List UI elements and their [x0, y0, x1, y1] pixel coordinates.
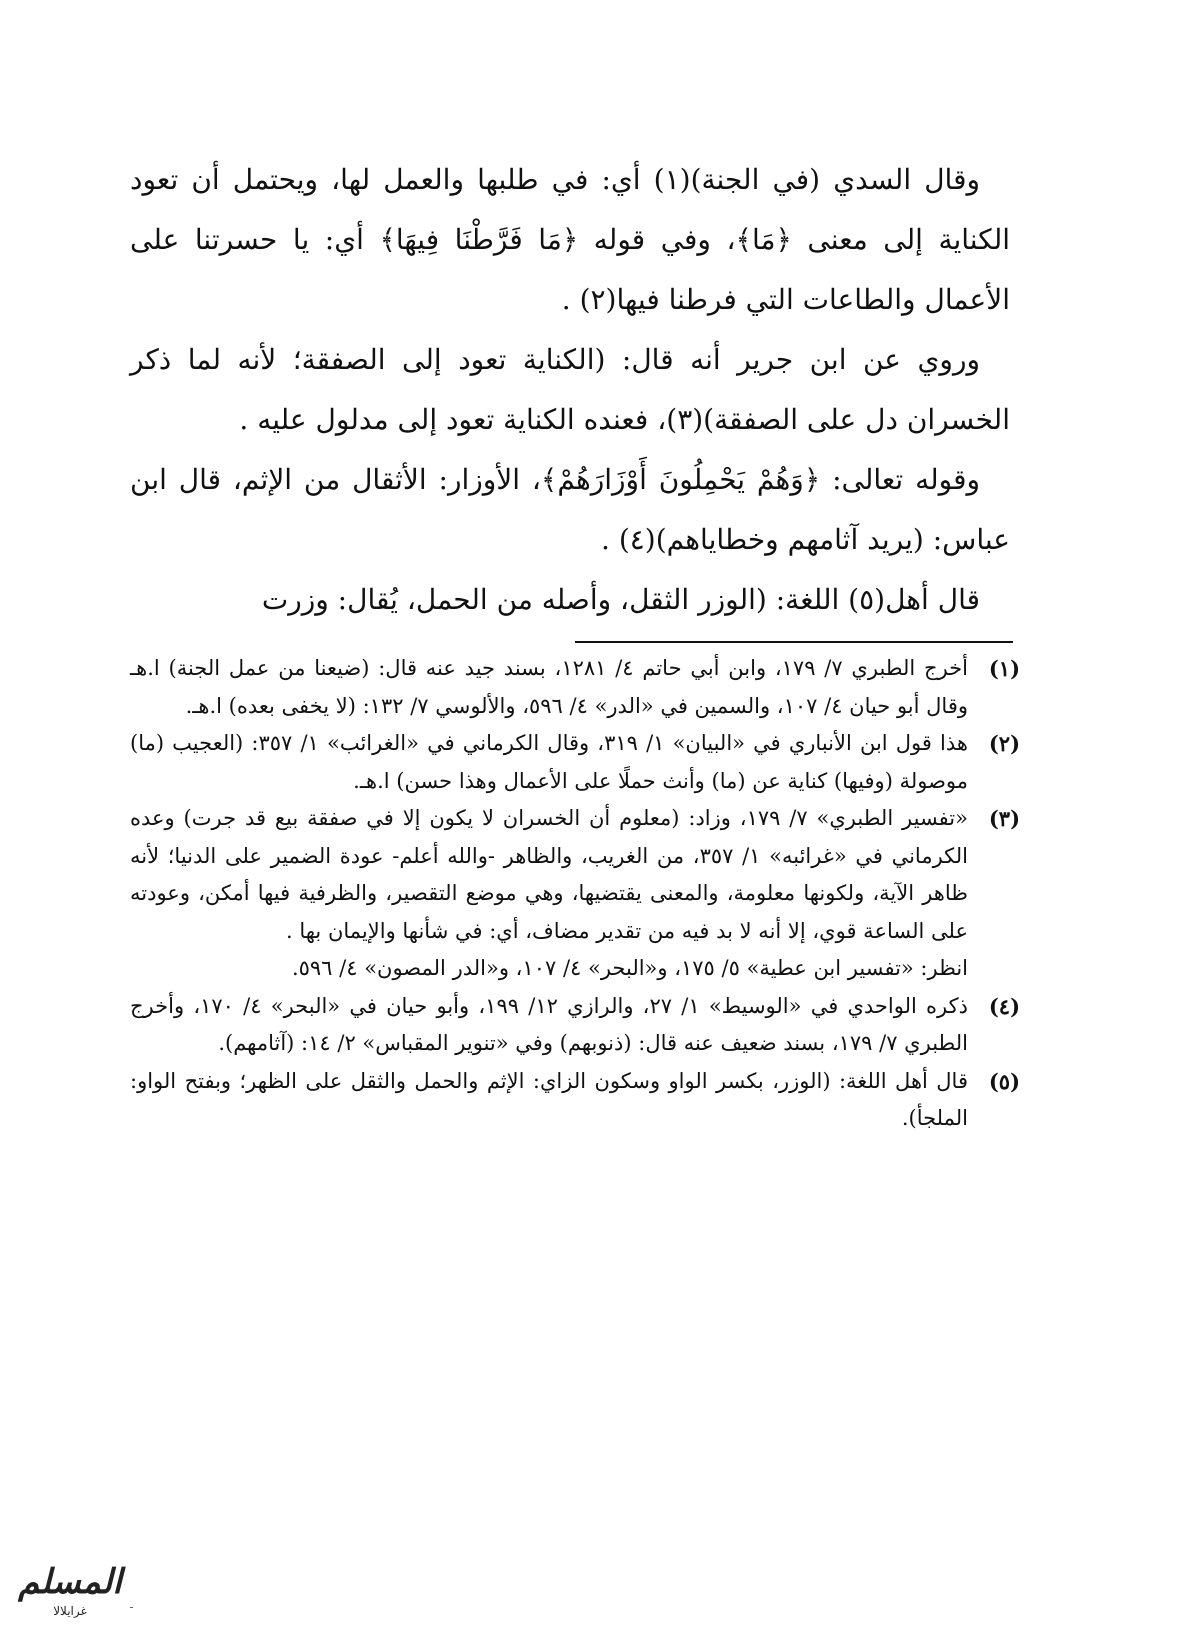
footnote-item	[130, 1063, 1020, 1138]
footnote-item	[130, 725, 1020, 800]
paragraph: قال أهل(٥) اللغة: (الوزر الثقل، وأصله من الحمل، يُقال: وزرت	[261, 583, 980, 616]
footnote-text: ذكره الواحدي في «الوسيط» ١/ ٢٧، والرازي ١٢/ ١٩٩، وأبو حيان في «البحر» ٤/ ١٧٠، وأخرج الطبري ٧/ ١٧٩، بسند ضعيف عنه قال: (ذنوبهم) وفي «تنوير المقباس» ٢/ ١٤: (آثامهم).	[130, 993, 968, 1055]
footnote-divider	[575, 641, 1013, 643]
footnote-see-also: انظر: «تفسير ابن عطية» ٥/ ١٧٥، و«البحر» ٤/ ١٠٧، و«الدر المصون» ٤/ ٥٩٦.	[291, 956, 968, 980]
footnote-text: أخرج الطبري ٧/ ١٧٩، وابن أبي حاتم ٤/ ١٢٨١، بسند جيد عنه قال: (ضيعنا من عمل الجنة) ا.هـ وقال أبو حيان ٤/ ١٠٧، والسمين في «الدر» ٤/ ٥٩٦، والألوسي ٧/ ١٣٢: (لا يخفى بعده) ا.هـ.	[130, 656, 968, 718]
footnote-number: (٣)	[988, 806, 1020, 831]
publisher-logo	[10, 1560, 130, 1640]
footnote-item	[130, 988, 1020, 1063]
footnotes	[130, 650, 1020, 1138]
footnote-body: «تفسير الطبري» ٧/ ١٧٩، وزاد: (معلوم أن الخسران لا يكون إلا في صفقة بيع قد جرت) وعده الكرماني في «غرائبه» ١/ ٣٥٧، من الغريب، والظاهر -والله أعلم- عودة الضمير على الدنيا؛ لأنه ظاهر الآية، ولكونها معلومة، والمعنى يقتضيها، وهي موضع التقصير، والظرفية فيها أمكن، وعودته على الساعة قوي، إلا أنه لا بد فيه من تقدير مضاف، أي: في شأنها والإيمان بها .	[130, 806, 968, 943]
footnote-text: هذا قول ابن الأنباري في «البيان» ١/ ٣١٩، وقال الكرماني في «الغرائب» ١/ ٣٥٧: (العجيب (ما) موصولة (وفيها) كناية عن (ما) وأنث حملًا على الأعمال وهذا حسن) ا.هـ.	[130, 731, 968, 793]
footnote-item	[130, 650, 1020, 725]
paragraph: وقال السدي (في الجنة)(١) أي: في طلبها والعمل لها، ويحتمل أن تعود الكناية إلى معنى ﴿مَا﴾، وفي قوله ﴿مَا فَرَّطْنَا فِيهَا﴾ أي: يا حسرتنا على الأعمال والطاعات التي فرطنا فيها(٢) .	[130, 163, 1010, 316]
footnote-text	[130, 800, 968, 988]
paragraph: وقوله تعالى: ﴿وَهُمْ يَحْمِلُونَ أَوْزَارَهُمْ﴾، الأوزار: الأثقال من الإثم، قال ابن عباس: (يريد آثامهم وخطاياهم)(٤) .	[130, 463, 1010, 556]
stray-mark: ـ	[130, 1600, 133, 1611]
footnote-number: (٤)	[988, 993, 1020, 1019]
paragraph: وروي عن ابن جرير أنه قال: (الكناية تعود إلى الصفقة؛ لأنه لما ذكر الخسران دل على الصفقة)(٣)، فعنده الكناية تعود إلى مدلول عليه .	[130, 343, 1010, 436]
footnote-text: قال أهل اللغة: (الوزر، بكسر الواو وسكون الزاي: الإثم والحمل والثقل على الظهر؛ وبفتح الواو: الملجأ).	[130, 1068, 968, 1130]
footnote-number: (٥)	[988, 1068, 1020, 1094]
footnote-number: (١)	[988, 656, 1020, 681]
footnote-item	[130, 800, 1020, 988]
footnote-number: (٢)	[988, 731, 1020, 756]
main-text	[130, 150, 1010, 630]
logo-subtext: غرايلالا	[53, 1604, 87, 1618]
logo-calligraphy: المسلم	[18, 1562, 122, 1602]
